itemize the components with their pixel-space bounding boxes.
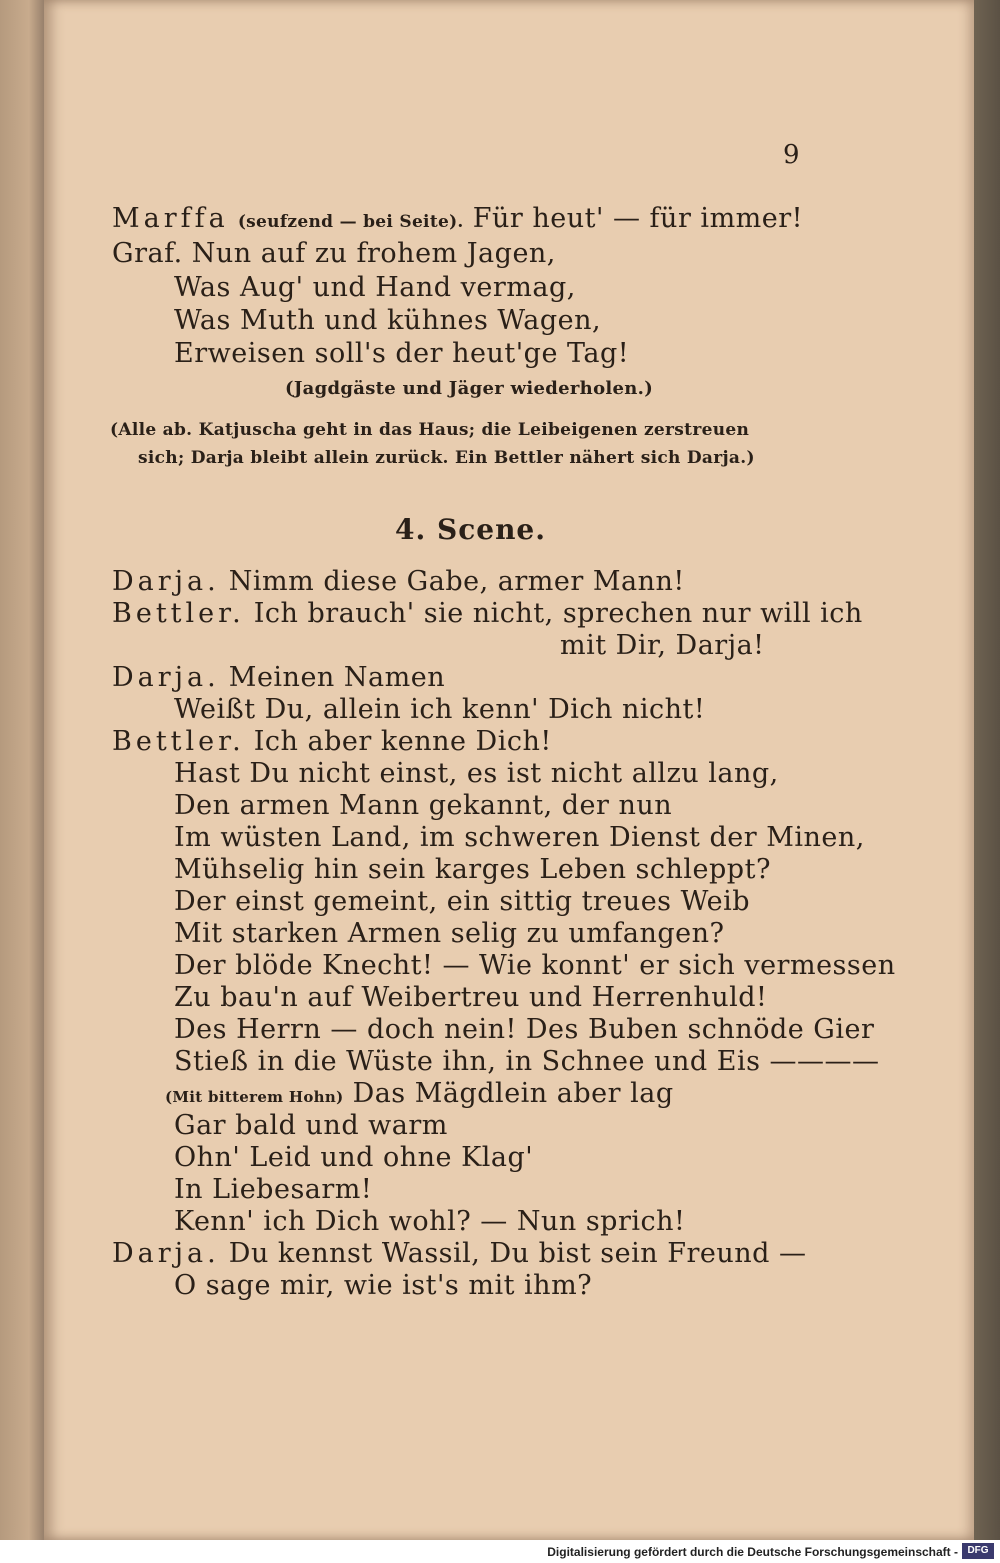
speaker-name: Darja. [112, 662, 220, 693]
dialog-line [112, 566, 685, 597]
verse-text: Nun auf zu frohem Jagen, [191, 238, 556, 269]
stage-direction: (Alle ab. Katjuscha geht in das Haus; die Leibeigenen zerstreuen [110, 420, 750, 440]
dfg-logo: DFG [962, 1543, 994, 1559]
verse-line: Hast Du nicht einst, es ist nicht allzu lang, [174, 758, 779, 789]
footer-credit: Digitalisierung gefördert durch die Deutsche Forschungsgemeinschaft - [547, 1545, 958, 1559]
stage-direction: (Mit bitterem Hohn) [165, 1088, 344, 1106]
speaker-name: Bettler. [112, 598, 245, 629]
verse-line: Zu bau'n auf Weibertreu und Herrenhuld! [174, 982, 768, 1013]
page-number: 9 [783, 140, 800, 170]
previous-page-edge [0, 0, 48, 1540]
dialog-line [112, 726, 552, 757]
verse-text: Das Mägdlein aber lag [352, 1078, 674, 1109]
speaker-name: Darja. [112, 566, 220, 597]
verse-line: Was Aug' und Hand vermag, [174, 272, 576, 303]
stage-direction: (Jagdgäste und Jäger wiederholen.) [285, 378, 654, 399]
dialog-line [112, 598, 863, 629]
verse-line: Der einst gemeint, ein sittig treues Weib [174, 886, 751, 917]
dialog-line [165, 1078, 674, 1109]
verse-line: Des Herrn — doch nein! Des Buben schnöde Gier [174, 1014, 875, 1045]
book-cover-edge [974, 0, 1000, 1540]
verse-line: Gar bald und warm [174, 1110, 448, 1141]
verse-text: Ich aber kenne Dich! [253, 726, 552, 757]
line-graf [112, 238, 556, 269]
verse-line: Mühselig hin sein karges Leben schleppt? [174, 854, 771, 885]
verse-line: Der blöde Knecht! — Wie konnt' er sich vermessen [174, 950, 896, 981]
stage-direction: sich; Darja bleibt allein zurück. Ein Bettler nähert sich Darja.) [138, 448, 755, 468]
verse-line: Ohn' Leid und ohne Klag' [174, 1142, 534, 1173]
verse-line: Im wüsten Land, im schweren Dienst der Minen, [174, 822, 865, 853]
dialog-line [112, 1238, 807, 1269]
verse-text: Meinen Namen [228, 662, 446, 693]
speaker-name: Graf. [112, 238, 183, 269]
verse-text: Nimm diese Gabe, armer Mann! [228, 566, 685, 597]
speaker-name: Bettler. [112, 726, 245, 757]
verse-text: Du kennst Wassil, Du bist sein Freund — [228, 1238, 807, 1269]
verse-line: Mit starken Armen selig zu umfangen? [174, 918, 725, 949]
verse-line: In Liebesarm! [174, 1174, 373, 1205]
verse-text: Ich brauch' sie nicht, sprechen nur will ich [253, 598, 863, 629]
verse-line: O sage mir, wie ist's mit ihm? [174, 1270, 593, 1301]
verse-line: Kenn' ich Dich wohl? — Nun sprich! [174, 1206, 686, 1237]
line-marffa [112, 203, 803, 234]
verse-line: mit Dir, Darja! [560, 630, 765, 661]
verse-line: Weißt Du, allein ich kenn' Dich nicht! [174, 694, 706, 725]
dialog-line [112, 662, 445, 693]
stage-direction: (seufzend — bei Seite). [237, 212, 464, 232]
verse-line: Was Muth und kühnes Wagen, [174, 305, 602, 336]
speaker-name: Darja. [112, 1238, 220, 1269]
verse-line: Erweisen soll's der heut'ge Tag! [174, 338, 630, 369]
verse-line: Den armen Mann gekannt, der nun [174, 790, 673, 821]
verse-line: Stieß in die Wüste ihn, in Schnee und Eis ———— [174, 1046, 880, 1077]
verse-text: Für heut' — für immer! [472, 203, 804, 234]
scene-heading: 4. Scene. [395, 513, 546, 546]
speaker-name: Marffa [112, 203, 229, 234]
